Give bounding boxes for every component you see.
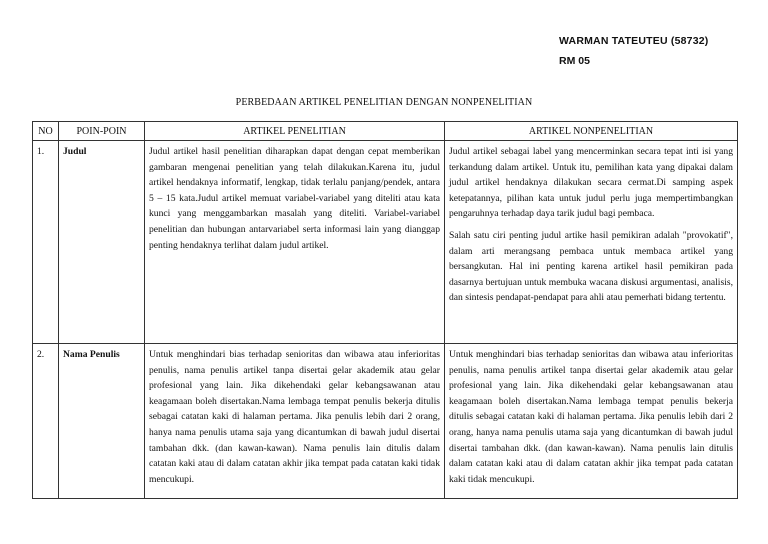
table-row: [33, 141, 738, 344]
row-number: 2.: [33, 344, 59, 499]
header-poin: POIN-POIN: [59, 122, 145, 141]
cell-penelitian: [145, 344, 445, 499]
table-header-row: [33, 122, 738, 141]
header-penelitian: ARTIKEL PENELITIAN: [145, 122, 445, 141]
cell-paragraph-2: Salah satu ciri penting judul artike hasil pemikiran adalah "provokatif", dalam arti merangsang pembaca untuk membaca artikel yang bersangkutan. Hal ini penting karena artikel hasil pemikiran pada dasarnya bertujuan untuk membuka wacana diskusi argumentasi, analisis, dan sintesis pendapat-pendapat para ahli atau pemerhati bidang tertentu.: [449, 229, 733, 304]
class-code: RM 05: [559, 55, 590, 67]
document-title: PERBEDAAN ARTIKEL PENELITIAN DENGAN NONPENELITIAN: [235, 97, 533, 108]
row-point: Judul: [59, 141, 145, 344]
cell-penelitian: [145, 141, 445, 344]
cell-text: Untuk menghindari bias terhadap senioritas dan wibawa atau inferioritas penulis, nama penulis artikel tanpa disertai gelar akademik atau gelar profesional yang lain. Jika dikehendaki gelar kebangsawanan atau keagamaan boleh disertakan.Nama lembaga tempat penulis bekerja ditulis sebagai catatan kaki di halaman pertama. Jika penulis lebih dari 2 orang, hanya nama penulis utama saja yang dicantumkan di bawah judul disertai tambahan dkk. (dan kawan-kawan). Nama penulis lain ditulis dalam catatan kaki atau di dalam catatan akhir jika tempat pada catatan kaki tidak mencukupi.: [149, 349, 440, 485]
table-row: [33, 344, 738, 499]
cell-nonpenelitian: [445, 344, 738, 499]
row-number: 1.: [33, 141, 59, 344]
cell-text: Untuk menghindari bias terhadap senioritas dan wibawa atau inferioritas penulis, nama penulis artikel tanpa disertai gelar akademik atau gelar profesional yang lain. Jika dikehendaki gelar kebangsawanan atau keagamaan boleh disertakan.Nama lembaga tempat penulis bekerja ditulis sebagai catatan kaki di halaman pertama. Jika penulis lebih dari 2 orang, hanya nama penulis utama saja yang dicantumkan di bawah judul disertai tambahan dkk. (dan kawan-kawan). Nama penulis lain ditulis dalam catatan kaki atau di dalam catatan akhir jika tempat pada catatan kaki tidak mencukupi.: [449, 349, 733, 485]
header-no: NO: [33, 122, 59, 141]
cell-text: Judul artikel hasil penelitian diharapkan dapat dengan cepat memberikan gambaran mengenai penelitian yang telah dilakukan.Karena itu, judul artikel hendaknya informatif, lengkap, tidak terlalu panjang/pendek, antara 5 – 15 kata.Judul artikel memuat variabel-variabel yang diteliti atau kata kunci yang menggambarkan masalah yang diteliti. Variabel-variabel penelitian dan hubungan antarvariabel serta informasi lain yang dianggap penting hendaknya terlihat dalam judul artikel.: [149, 146, 440, 251]
comparison-table: [32, 121, 738, 499]
author-name: WARMAN TATEUTEU (58732): [559, 35, 709, 47]
cell-nonpenelitian: [445, 141, 738, 344]
cell-paragraph-1: Judul artikel sebagai label yang mencerminkan secara tepat inti isi yang terkandung dalam artikel. Untuk itu, pemilihan kata yang dipakai dalam judul artikel hendaknya dilakukan secara cermat.Di samping aspek ketepatannya, pilihan kata untuk judul perlu juga mempertimbangkan pengaruhnya terhadap daya tarik judul bagi pembaca.: [449, 146, 733, 220]
header-nonpenelitian: ARTIKEL NONPENELITIAN: [445, 122, 738, 141]
row-point: Nama Penulis: [59, 344, 145, 499]
